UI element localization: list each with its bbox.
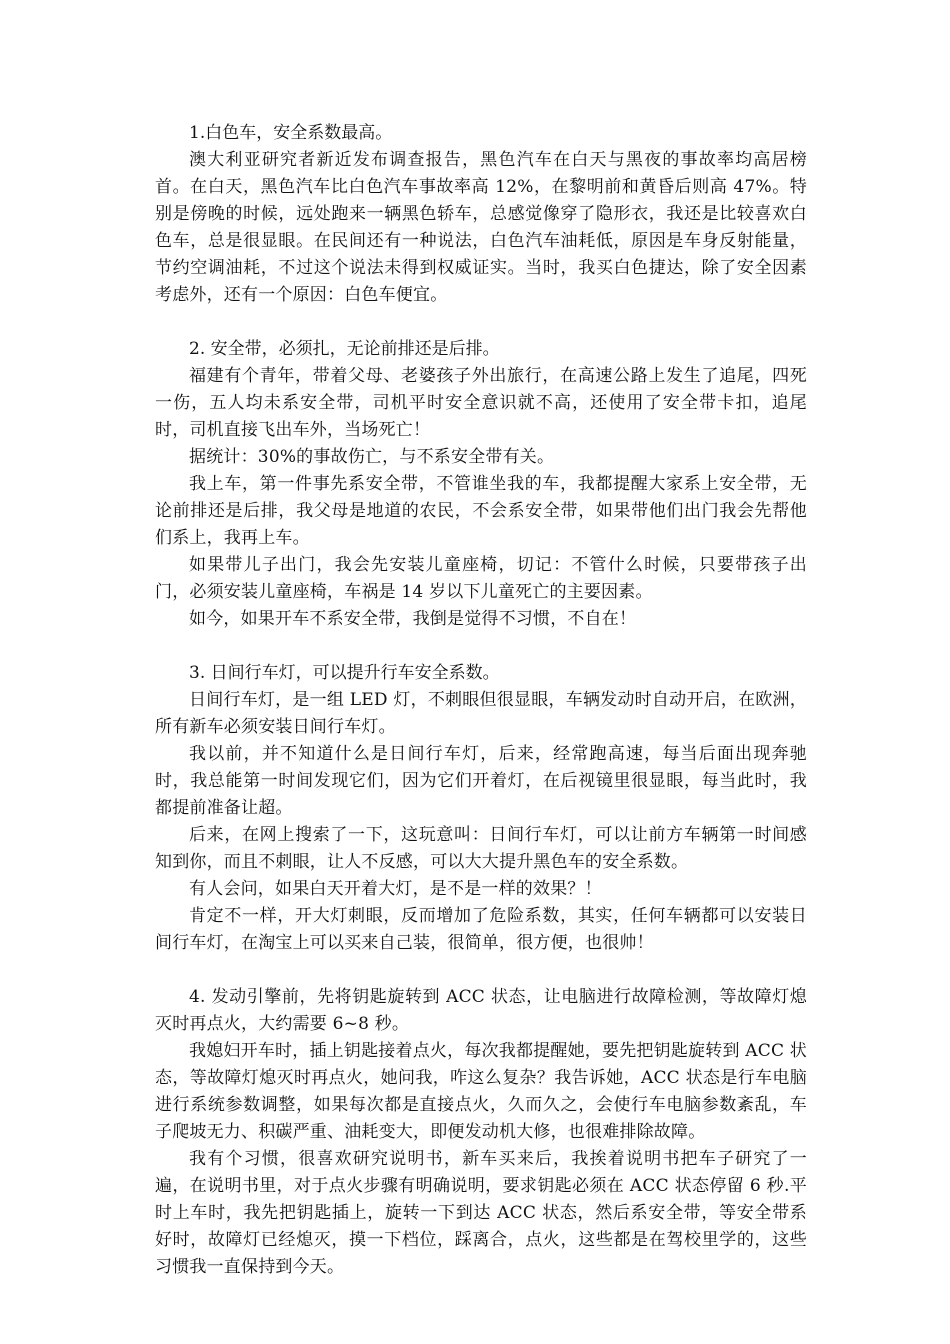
section-seat-belt: [155, 336, 807, 633]
paragraph: 澳大利亚研究者新近发布调查报告，黑色汽车在白天与黑夜的事故率均高居榜首。在白天，黑色汽车比白色汽车事故率高 12%，在黎明前和黄昏后则高 47%。特别是傍晚的时候，远处跑来一辆黑色轿车，总感觉像穿了隐形衣，我还是比较喜欢白色车，总是很显眼。在民间还有一种说法，白色汽车油耗低，原因是车身反射能量，节约空调油耗，不过这个说法未得到权威证实。当时，我买白色捷达，除了安全因素考虑外，还有一个原因：白色车便宜。: [155, 150, 807, 305]
paragraph: 我有个习惯，很喜欢研究说明书，新车买来后，我挨着说明书把车子研究了一遍，在说明书里，对于点火步骤有明确说明，要求钥匙必须在 ACC 状态停留 6 秒.平时上车时，我先把钥匙插上，旋转一下到达 ACC 状态，然后系安全带，等安全带系好时，故障灯已经熄灭，摸一下档位，踩离合，点火，这些都是在驾校里学的，这些习惯我一直保持到今天。: [155, 1149, 807, 1277]
paragraph: 有人会问，如果白天开着大灯，是不是一样的效果？！: [189, 879, 602, 899]
section-acc-ignition: [155, 984, 807, 1281]
section-spacer: [155, 309, 807, 336]
paragraph: 我上车，第一件事先系安全带，不管谁坐我的车，我都提醒大家系上安全带，无论前排还是后排，我父母是地道的农民，不会系安全带，如果带他们出门我会先帮他们系上，我再上车。: [155, 474, 807, 548]
paragraph: 福建有个青年，带着父母、老婆孩子外出旅行，在高速公路上发生了追尾，四死一伤，五人均未系安全带，司机平时安全意识就不高，还使用了安全带卡扣，追尾时，司机直接飞出车外，当场死亡！: [155, 366, 807, 440]
paragraph: 如今，如果开车不系安全带，我倒是觉得不习惯，不自在！: [189, 609, 637, 629]
section-daytime-running-lights: [155, 660, 807, 957]
paragraph: 我媳妇开车时，插上钥匙接着点火，每次我都提醒她，要先把钥匙旋转到 ACC 状态，等故障灯熄灭时再点火，她问我，咋这么复杂？我告诉她，ACC 状态是行车电脑进行系统参数调整，如果每次都是直接点火，久而久之，会使行车电脑参数紊乱，车子爬坡无力、积碳严重、油耗变大，即便发动机大修，也很难排除故障。: [155, 1041, 807, 1142]
paragraph: 我以前，并不知道什么是日间行车灯，后来，经常跑高速，每当后面出现奔驰时，我总能第一时间发现它们，因为它们开着灯，在后视镜里很显眼，每当此时，我都提前准备让超。: [155, 744, 807, 818]
section-heading: 1.白色车，安全系数最高。: [189, 123, 393, 143]
paragraph: 如果带儿子出门，我会先安装儿童座椅，切记：不管什么时候，只要带孩子出门，必须安装儿童座椅，车祸是 14 岁以下儿童死亡的主要因素。: [155, 555, 807, 602]
section-heading: 3. 日间行车灯，可以提升行车安全系数。: [189, 663, 500, 683]
section-spacer: [155, 957, 807, 984]
paragraph: 后来，在网上搜索了一下，这玩意叫：日间行车灯，可以让前方车辆第一时间感知到你，而且不刺眼，让人不反感，可以大大提升黑色车的安全系数。: [155, 825, 807, 872]
section-heading: 2. 安全带，必须扎，无论前排还是后排。: [189, 339, 500, 359]
section-spacer: [155, 633, 807, 660]
paragraph: 据统计：30%的事故伤亡，与不系安全带有关。: [189, 447, 555, 467]
paragraph: 肯定不一样，开大灯刺眼，反而增加了危险系数，其实，任何车辆都可以安装日间行车灯，在淘宝上可以买来自己装，很简单，很方便，也很帅！: [155, 906, 807, 953]
document-body: [155, 120, 807, 1281]
section-heading-paragraph: 4. 发动引擎前，先将钥匙旋转到 ACC 状态，让电脑进行故障检测，等故障灯熄灭时再点火，大约需要 6~8 秒。: [155, 987, 807, 1034]
section-white-car: [155, 120, 807, 309]
paragraph: 日间行车灯，是一组 LED 灯，不刺眼但很显眼，车辆发动时自动开启，在欧洲，所有新车必须安装日间行车灯。: [155, 690, 807, 737]
